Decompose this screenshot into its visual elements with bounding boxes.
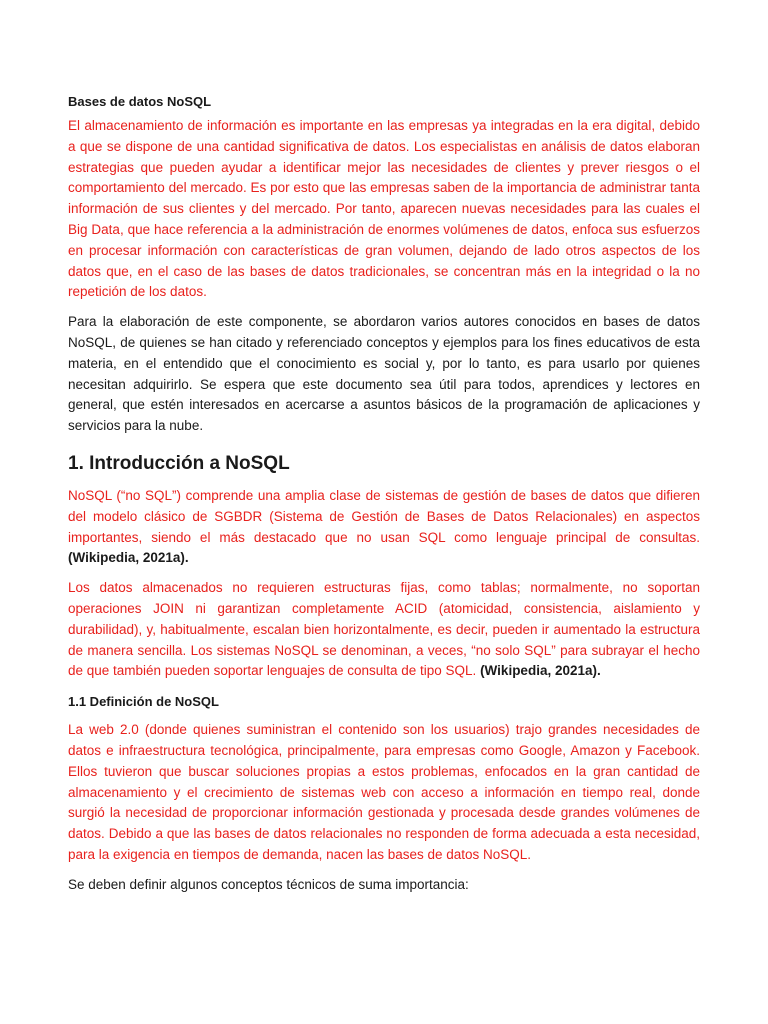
intro-paragraph-1: El almacenamiento de información es importante en las empresas ya integradas en la era digital, debido a que se dispone de una cantidad significativa de datos. Los especialistas en análisis de datos elaboran estrategias que pueden ayudar a identificar mejor las necesidades de clientes y prever riesgos o el comportamiento del mercado. Es por esto que las empresas saben de la importancia de administrar tanta información de sus clientes y del mercado. Por tanto, aparecen nuevas necesidades para las cuales el Big Data, que hace referencia a la administración de enormes volúmenes de datos, enfoca sus esfuerzos en procesar información con características de gran volumen, dejando de lado otros aspectos de los datos que, en el caso de las bases de datos tradicionales, se concentran más en la integridad o la no repetición de los datos. [68, 118, 700, 300]
document-title: Bases de datos NoSQL [68, 94, 212, 109]
citation: (Wikipedia, 2021a). [480, 663, 601, 679]
subsection-1-1-paragraph-1: La web 2.0 (donde quienes suministran el contenido son los usuarios) trajo grandes necesidades de datos e infraestructura tecnológica, principalmente, para empresas como Google, Amazon y Facebook. Ellos tuvieron que buscar soluciones propias a estos problemas, enfocados en la gran cantidad de almacenamiento y el crecimiento de sistemas web con acceso a información en tiempo real, donde surgió la necesidad de proporcionar información gestionada y procesada desde grandes volúmenes de datos. Debido a que las bases de datos relacionales no responden de forma adecuada a esta necesidad, para la exigencia en tiempos de demanda, nacen las bases de datos NoSQL. [68, 722, 700, 862]
subsection-1-1-heading: 1.1 Definición de NoSQL [68, 694, 219, 710]
intro-paragraph-2: Para la elaboración de este componente, se abordaron varios autores conocidos en bases de datos NoSQL, de quienes se han citado y referenciado conceptos y ejemplos para los fines educativos de esta materia, en el entendido que el conocimiento es social y, por lo tanto, es para usarlo por quienes necesitan adquirirlo. Se espera que este documento sea útil para todos, aprendices y lectores en general, que estén interesados en acercarse a asuntos básicos de la programación de aplicaciones y servicios para la nube. [68, 314, 700, 434]
section-1-paragraph-1 [68, 486, 700, 569]
citation: (Wikipedia, 2021a). [68, 550, 189, 566]
document-page [68, 92, 700, 905]
section-1-paragraph-2 [68, 578, 700, 682]
section-1-heading: 1. Introducción a NoSQL [68, 452, 290, 474]
section-1-paragraph-1-text: NoSQL (“no SQL”) comprende una amplia clase de sistemas de gestión de bases de datos que difieren del modelo clásico de SGBDR (Sistema de Gestión de Bases de Datos Relacionales) en aspectos importantes, siendo el más destacado que no usan SQL como lenguaje principal de consultas. [68, 487, 700, 545]
section-1-paragraph-2-text: Los datos almacenados no requieren estructuras fijas, como tablas; normalmente, no soportan operaciones JOIN ni garantizan completamente ACID (atomicidad, consistencia, aislamiento y durabilidad), y, habitualmente, escalan bien horizontalmente, es decir, pueden ir aumentado la estructura de manera sencilla. Los sistemas NoSQL se denominan, a veces, “no solo SQL” para subrayar el hecho de que también pueden soportar lenguajes de consulta de tipo SQL. [68, 580, 700, 679]
subsection-1-1-paragraph-2: Se deben definir algunos conceptos técnicos de suma importancia: [68, 876, 469, 892]
